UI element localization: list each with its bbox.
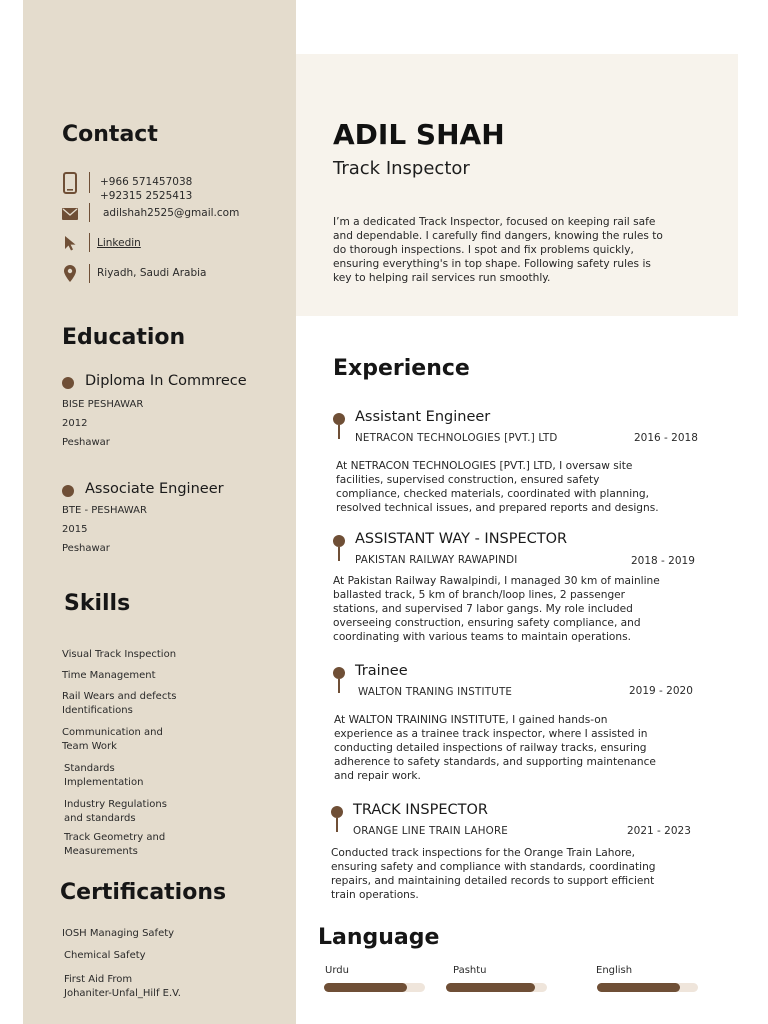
job-description: At WALTON TRAINING INSTITUTE, I gained hands-on experience as a trainee track inspector, where I assisted in conducting detailed inspections of railway tracks, ensuring adherence to safety standards, and supporting maintenance and repair work.: [334, 714, 656, 782]
skills-heading: Skills: [64, 591, 131, 616]
cursor-icon: [64, 235, 78, 251]
contact-heading: Contact: [62, 122, 158, 147]
education-degree: Associate Engineer: [85, 481, 224, 497]
phone-number-1: +966 571457038: [100, 176, 193, 188]
education-bullet: [62, 377, 74, 389]
phone-icon: [63, 172, 77, 194]
job-title: ASSISTANT WAY - INSPECTOR: [355, 531, 568, 547]
education-city: Peshawar: [62, 437, 110, 448]
email-address[interactable]: adilshah2525@gmail.com: [103, 207, 240, 219]
certification-item: First Aid From Johaniter-Unfal_Hilf E.V.: [64, 974, 181, 999]
job-description: At NETRACON TECHNOLOGIES [PVT.] LTD, I oversaw site facilities, supervised construction, ensured safety compliance, checked materials, coordinated with planning, resolved technical issues, and prepared reports and designs.: [336, 460, 659, 514]
education-school: BTE - PESHAWAR: [62, 505, 147, 516]
skill-item: Time Management: [62, 670, 156, 681]
job-title: TRACK INSPECTOR: [353, 802, 488, 818]
timeline-pin: [333, 667, 345, 693]
location-text: Riyadh, Saudi Arabia: [97, 267, 207, 279]
education-year: 2012: [62, 418, 88, 429]
profile-summary: I’m a dedicated Track Inspector, focused on keeping rail safe and dependable. I carefully find dangers, knowing the rules to do thorough inspections. I spot and fix problems quickly, ensuring everything's in top shape. Following safety rules is key to helping rail services run smoothly.: [333, 216, 663, 284]
phone-number-2: +92315 2525413: [100, 190, 193, 202]
language-name: English: [596, 965, 633, 976]
language-level-fill: [324, 983, 407, 992]
job-company: NETRACON TECHNOLOGIES [PVT.] LTD: [355, 432, 558, 444]
linkedin-link[interactable]: Linkedin: [97, 237, 141, 249]
certification-item: Chemical Safety: [64, 950, 146, 961]
language-level-bar: [324, 983, 425, 992]
job-dates: 2016 - 2018: [634, 432, 698, 444]
certifications-heading: Certifications: [60, 880, 227, 905]
language-name: Pashtu: [453, 965, 487, 976]
candidate-role: Track Inspector: [333, 158, 470, 179]
skill-item: Industry Regulations and standards: [64, 799, 167, 824]
certification-item: IOSH Managing Safety: [62, 928, 175, 939]
location-pin-icon: [64, 265, 76, 282]
timeline-pin: [331, 806, 343, 832]
job-title: Trainee: [355, 663, 408, 679]
experience-heading: Experience: [333, 356, 470, 381]
job-company: PAKISTAN RAILWAY RAWAPINDI: [355, 554, 518, 566]
job-title: Assistant Engineer: [355, 409, 491, 425]
skill-item: Track Geometry and Measurements: [64, 832, 166, 857]
timeline-pin: [333, 535, 345, 561]
language-heading: Language: [318, 925, 440, 950]
skill-item: Visual Track Inspection: [62, 649, 177, 660]
job-dates: 2021 - 2023: [627, 825, 691, 837]
language-level-bar: [597, 983, 698, 992]
education-degree: Diploma In Commrece: [85, 373, 247, 389]
language-level-fill: [597, 983, 680, 992]
job-company: ORANGE LINE TRAIN LAHORE: [353, 825, 509, 837]
timeline-pin: [333, 413, 345, 439]
education-city: Peshawar: [62, 543, 110, 554]
language-level-fill: [446, 983, 535, 992]
email-icon: [62, 208, 78, 220]
job-dates: 2019 - 2020: [629, 685, 693, 697]
job-description: Conducted track inspections for the Orange Train Lahore, ensuring safety and compliance with standards, coordinating repairs, and maintaining detailed records to support efficient train operations.: [331, 847, 656, 901]
job-description: At Pakistan Railway Rawalpindi, I managed 30 km of mainline ballasted track, 5 km of branch/loop lines, 2 passenger stations, and supervised 7 labor gangs. My role included overseeing construction, ensuring safety compliance, and coordinating with various teams to maintain operations.: [333, 575, 660, 643]
skill-item: Rail Wears and defects Identifications: [62, 691, 177, 716]
education-school: BISE PESHAWAR: [62, 399, 144, 410]
skill-item: Standards Implementation: [64, 763, 144, 788]
skill-item: Communication and Team Work: [62, 727, 163, 752]
education-heading: Education: [62, 325, 186, 350]
education-bullet: [62, 485, 74, 497]
job-dates: 2018 - 2019: [631, 555, 695, 567]
candidate-name: ADIL SHAH: [333, 118, 505, 151]
job-company: WALTON TRANING INSTITUTE: [358, 686, 513, 698]
education-year: 2015: [62, 524, 88, 535]
language-name: Urdu: [325, 965, 349, 976]
language-level-bar: [446, 983, 547, 992]
